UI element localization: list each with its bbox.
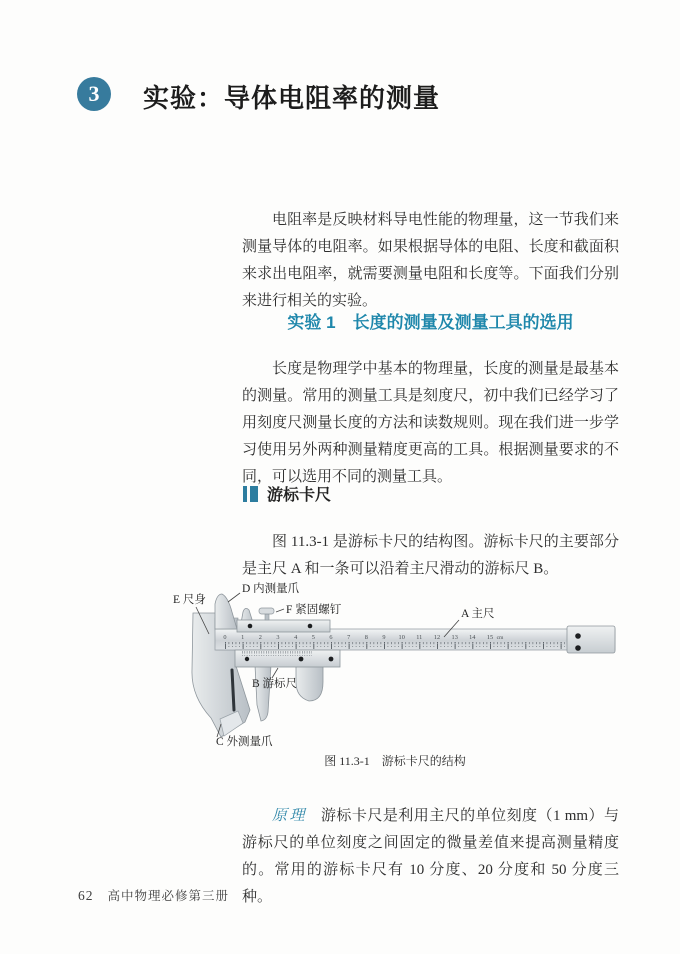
main-scale-major-ticks <box>225 642 565 649</box>
principle-text: 游标卡尺是利用主尺的单位刻度（1 mm）与游标尺的单位刻度之间固定的微量差值来提高测量精度的。常用的游标卡尺有 10 分度、20 分度和 50 分度三种。 <box>242 808 619 905</box>
svg-text:3: 3 <box>276 634 280 641</box>
vernier-caliper-figure <box>80 580 620 752</box>
svg-text:10: 10 <box>398 634 405 641</box>
label-body: E 尺身 <box>173 594 206 606</box>
endcap-screw-icon <box>575 645 581 651</box>
svg-text:8: 8 <box>364 634 368 641</box>
section-heading-vernier-caliper <box>243 482 331 505</box>
caliper-beam-endcap <box>567 626 615 653</box>
figure-caption: 图 11.3-1 游标卡尺的结构 <box>324 754 466 768</box>
svg-text:15: 15 <box>486 634 494 641</box>
caliper-movable-outer-jaw <box>255 665 271 721</box>
section-bullet-bar-icon <box>250 486 258 502</box>
label-main-scale: A 主尺 <box>461 608 495 620</box>
vernier-screw-icon <box>329 657 334 662</box>
book-title: 高中物理必修第三册 <box>107 889 230 903</box>
label-vernier-scale: B 游标尺 <box>252 678 298 690</box>
svg-text:0: 0 <box>223 634 227 641</box>
principle-label: 原理 <box>272 808 307 824</box>
page-footer <box>78 886 229 904</box>
svg-text:13: 13 <box>451 634 458 641</box>
section-heading-label: 游标卡尺 <box>267 487 332 504</box>
svg-text:12: 12 <box>433 634 441 641</box>
lock-screw-cap <box>259 608 274 614</box>
vernier-scale-ticks <box>242 651 312 656</box>
page-title: 实验：导体电阻率的测量 <box>143 84 441 113</box>
page-number: 62 <box>78 888 94 903</box>
section-bullet-bar-icon <box>243 486 247 502</box>
main-scale-unit: cm <box>496 635 504 641</box>
vernier-screw-icon <box>245 657 249 661</box>
clamp-screw-icon <box>308 624 313 629</box>
svg-text:11: 11 <box>416 634 423 641</box>
vernier-intro-paragraph: 图 11.3-1 是游标卡尺的结构图。游标卡尺的主要部分是主尺 A 和一条可以沿着主尺滑动的游标尺 B。 <box>242 534 619 577</box>
label-inner-jaws: D 内测量爪 <box>242 583 300 595</box>
svg-text:9: 9 <box>382 634 386 641</box>
svg-text:2: 2 <box>258 634 262 641</box>
svg-text:5: 5 <box>311 634 315 641</box>
vernier-screw-icon <box>299 657 304 662</box>
clamp-screw-icon <box>248 624 253 629</box>
label-lock-screw: F 紧固螺钉 <box>286 604 342 616</box>
svg-text:6: 6 <box>329 634 333 641</box>
caliper-jaw-slot <box>232 670 234 710</box>
chapter-number-badge: 3 <box>77 77 111 111</box>
svg-text:1: 1 <box>241 634 245 641</box>
svg-text:14: 14 <box>469 634 476 641</box>
endcap-screw-icon <box>575 633 581 639</box>
svg-text:4: 4 <box>294 634 298 641</box>
label-outer-jaws: C 外测量爪 <box>216 736 273 748</box>
principle-paragraph <box>242 803 619 911</box>
caliper-thumb-lug <box>296 665 323 701</box>
experiment-intro-paragraph: 长度是物理学中基本的物理量，长度的测量是最基本的测量。常用的测量工具是刻度尺，初中我们已经学习了用刻度尺测量长度的方法和读数规则。现在我们进一步学习使用另外两种测量精度更高的工具。根据测量要求的不同，可以选用不同的测量工具。 <box>242 361 619 485</box>
experiment-1-heading: 实验 1 长度的测量及测量工具的选用 <box>287 313 574 332</box>
lock-screw-stem <box>265 614 269 620</box>
intro-paragraph: 电阻率是反映材料导电性能的物理量，这一节我们来测量导体的电阻率。如果根据导体的电阻、长度和截面积来求出电阻率，就需要测量电阻和长度等。下面我们分别来进行相关的实验。 <box>242 212 619 309</box>
svg-text:7: 7 <box>347 634 351 641</box>
caliper-fixed-inner-jaw <box>215 594 237 629</box>
